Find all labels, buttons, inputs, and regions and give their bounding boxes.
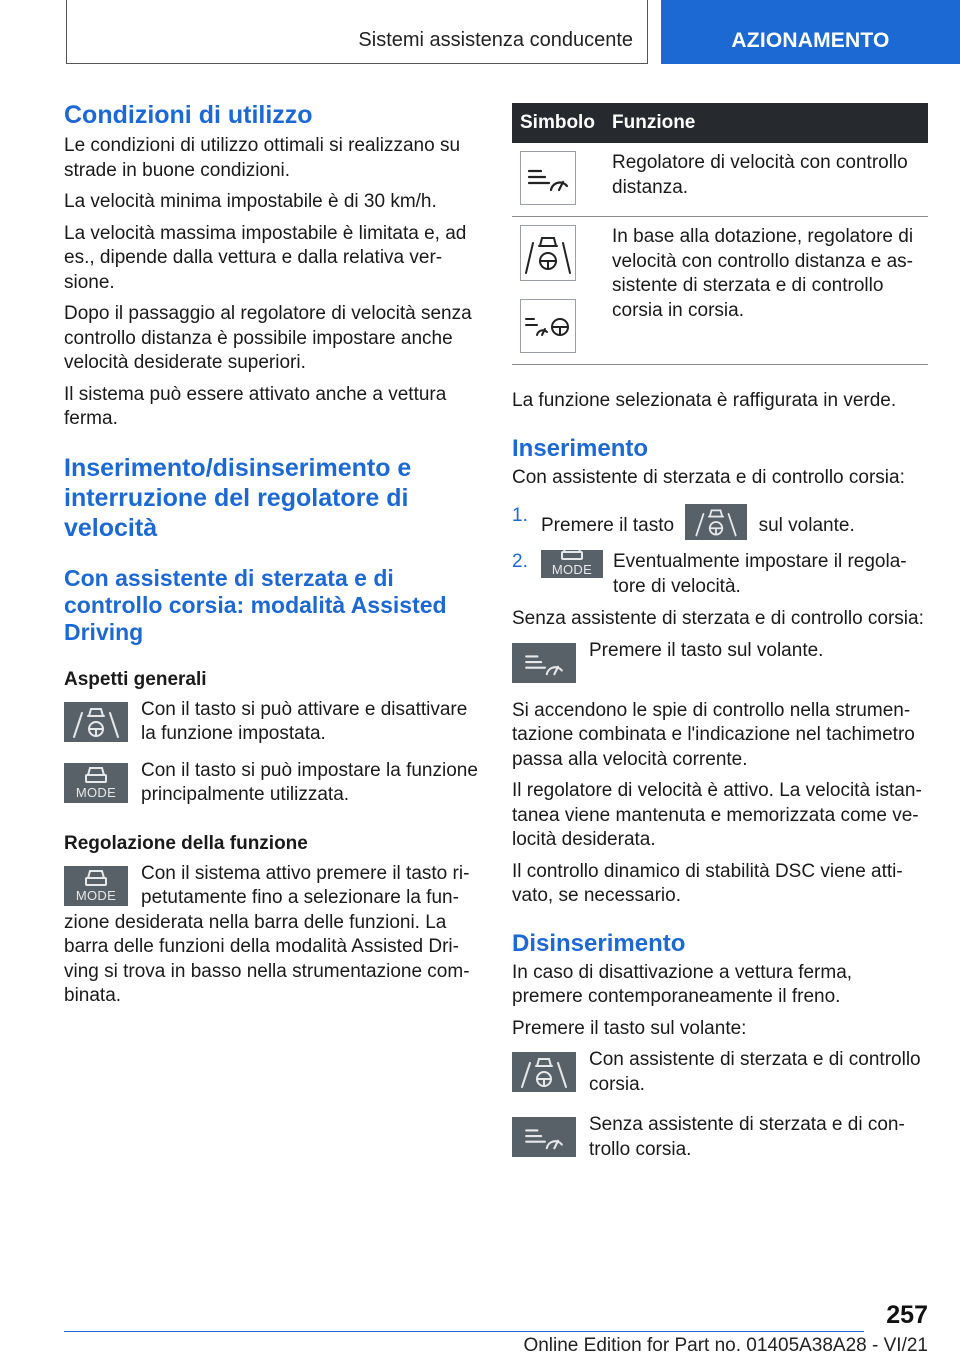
table-cell-symbol [512, 217, 604, 365]
steering-assist-button-icon [685, 504, 747, 540]
header-chapter-tab [661, 0, 960, 64]
step-body [541, 550, 928, 599]
symbol-table [512, 103, 928, 365]
heading-on-off: Inserimento/disinserimento e interruzione del regolatore di velocità [64, 453, 412, 542]
acc-button-icon [512, 643, 576, 683]
paragraph: Il sistema può essere attivato anche a vettura ferma. [64, 383, 447, 429]
paragraph: Premere il tasto sul volante: [512, 1017, 747, 1039]
list-item [512, 504, 928, 540]
step-text: sul volante. [758, 515, 855, 536]
adjust-text: Con il sistema attivo premere il tasto ripetutamente fino a selezionare la funzione desiderata nella barra delle funzioni. La barra delle funzioni della modalità Assisted Driving si trova in basso nella strumentazione combinata. [64, 862, 470, 1006]
paragraph: Dopo il passaggio al regolatore di velocità senza controllo distanza è possibile impostare anche velocità desiderate superiori. [64, 303, 472, 373]
step-number: 1. [512, 505, 528, 526]
header-section-tab [66, 0, 648, 64]
step-text: Premere il tasto [541, 515, 675, 536]
paragraph: Le condizioni di utilizzo ottimali si realizzano su strade in buone condizioni. [64, 135, 461, 181]
header-chapter-title: AZIONAMENTO [731, 29, 890, 52]
paragraph: Si accendono le spie di controllo nella strumentazione combinata e l'indicazione nel tachimetro passa alla velocità corrente. [512, 699, 915, 770]
paragraph: La velocità minima impostabile è di 30 km/h. [64, 191, 437, 212]
table-row [512, 143, 928, 217]
heading-adjust: Regolazione della funzione [64, 832, 308, 854]
disengage-without-text: Senza assistente di sterzata e di controllo corsia. [589, 1114, 905, 1160]
acc-steering-indicator-icon [520, 299, 576, 353]
header-section-title: Sistemi assistenza conducente [358, 29, 633, 51]
disengage-with-item [512, 1048, 928, 1097]
disengage-without-item [512, 1113, 928, 1162]
heading-disengage: Disinserimento [512, 929, 686, 957]
general-item-2 [64, 759, 478, 808]
adjust-item [64, 862, 478, 1009]
paragraph: Il controllo dinamico di stabilità DSC viene attivato, se necessario. [512, 860, 903, 906]
step-text: Eventualmente impostare il regolatore di velocità. [613, 551, 907, 597]
general-item-1 [64, 698, 478, 747]
heading-engage: Inserimento [512, 434, 649, 462]
table-header-function: Funzione [604, 103, 928, 143]
mode-label: MODE [551, 561, 593, 577]
mode-label: MODE [75, 785, 117, 800]
acc-indicator-icon [520, 151, 576, 205]
paragraph: Il regolatore di velocità è attivo. La velocità istantanea viene mantenuta e memorizzata come velocità desiderata. [512, 780, 922, 850]
left-column [64, 100, 478, 1009]
step-number: 2. [512, 551, 528, 572]
mode-button-icon [541, 550, 603, 578]
right-column [512, 103, 928, 1162]
without-item [512, 639, 928, 687]
general-text-1: Con il tasto si può attivare e disattivare la funzione impostata. [141, 698, 468, 744]
paragraph: In caso di disattivazione a vettura ferma, premere contemporaneamente il freno. [512, 961, 853, 1007]
heading-conditions: Condizioni di utilizzo [64, 101, 313, 129]
table-row [512, 217, 928, 365]
page-number: 257 [886, 1301, 928, 1329]
engage-intro: Con assistente di sterzata e di controllo corsia: [512, 466, 905, 488]
steering-assist-button-icon [512, 1052, 576, 1092]
green-note: La funzione selezionata è raffigurata in verde. [512, 390, 897, 411]
table-cell-function: In base alla dotazione, regolatore di velocità con controllo distanza e assistente di sterzata e di controllo corsia in corsia. [604, 217, 928, 365]
list-item [512, 550, 928, 599]
without-intro: Senza assistente di sterzata e di controllo corsia: [512, 608, 924, 629]
general-text-2: Con il tasto si può impostare la funzione principalmente utilizzata. [141, 759, 478, 805]
steering-assist-button-icon [64, 702, 128, 742]
paragraph: La velocità massima impostabile è limitata e, ad es., dipende dalla vettura e dalla relativa versione. [64, 222, 467, 293]
heading-assisted-driving: Con assistente di sterzata e di controllo corsia: modalità Assisted Driving [64, 564, 447, 645]
engage-steps [512, 504, 928, 599]
mode-button-icon [64, 866, 128, 906]
table-cell-symbol [512, 143, 604, 217]
steering-assist-indicator-icon [520, 225, 576, 281]
mode-label: MODE [75, 888, 117, 903]
disengage-with-text: Con assistente di sterzata e di controllo corsia. [589, 1049, 921, 1095]
mode-button-icon [64, 763, 128, 803]
table-cell-function: Regolatore di velocità con controllo distanza. [604, 143, 928, 217]
without-step-text: Premere il tasto sul volante. [589, 639, 824, 661]
acc-button-icon [512, 1117, 576, 1157]
edition-info: Online Edition for Part no. 01405A38A28 - VI/21 [523, 1335, 928, 1356]
footer-divider [64, 1331, 864, 1332]
heading-general: Aspetti generali [64, 668, 207, 690]
table-header-symbol: Simbolo [512, 103, 604, 143]
